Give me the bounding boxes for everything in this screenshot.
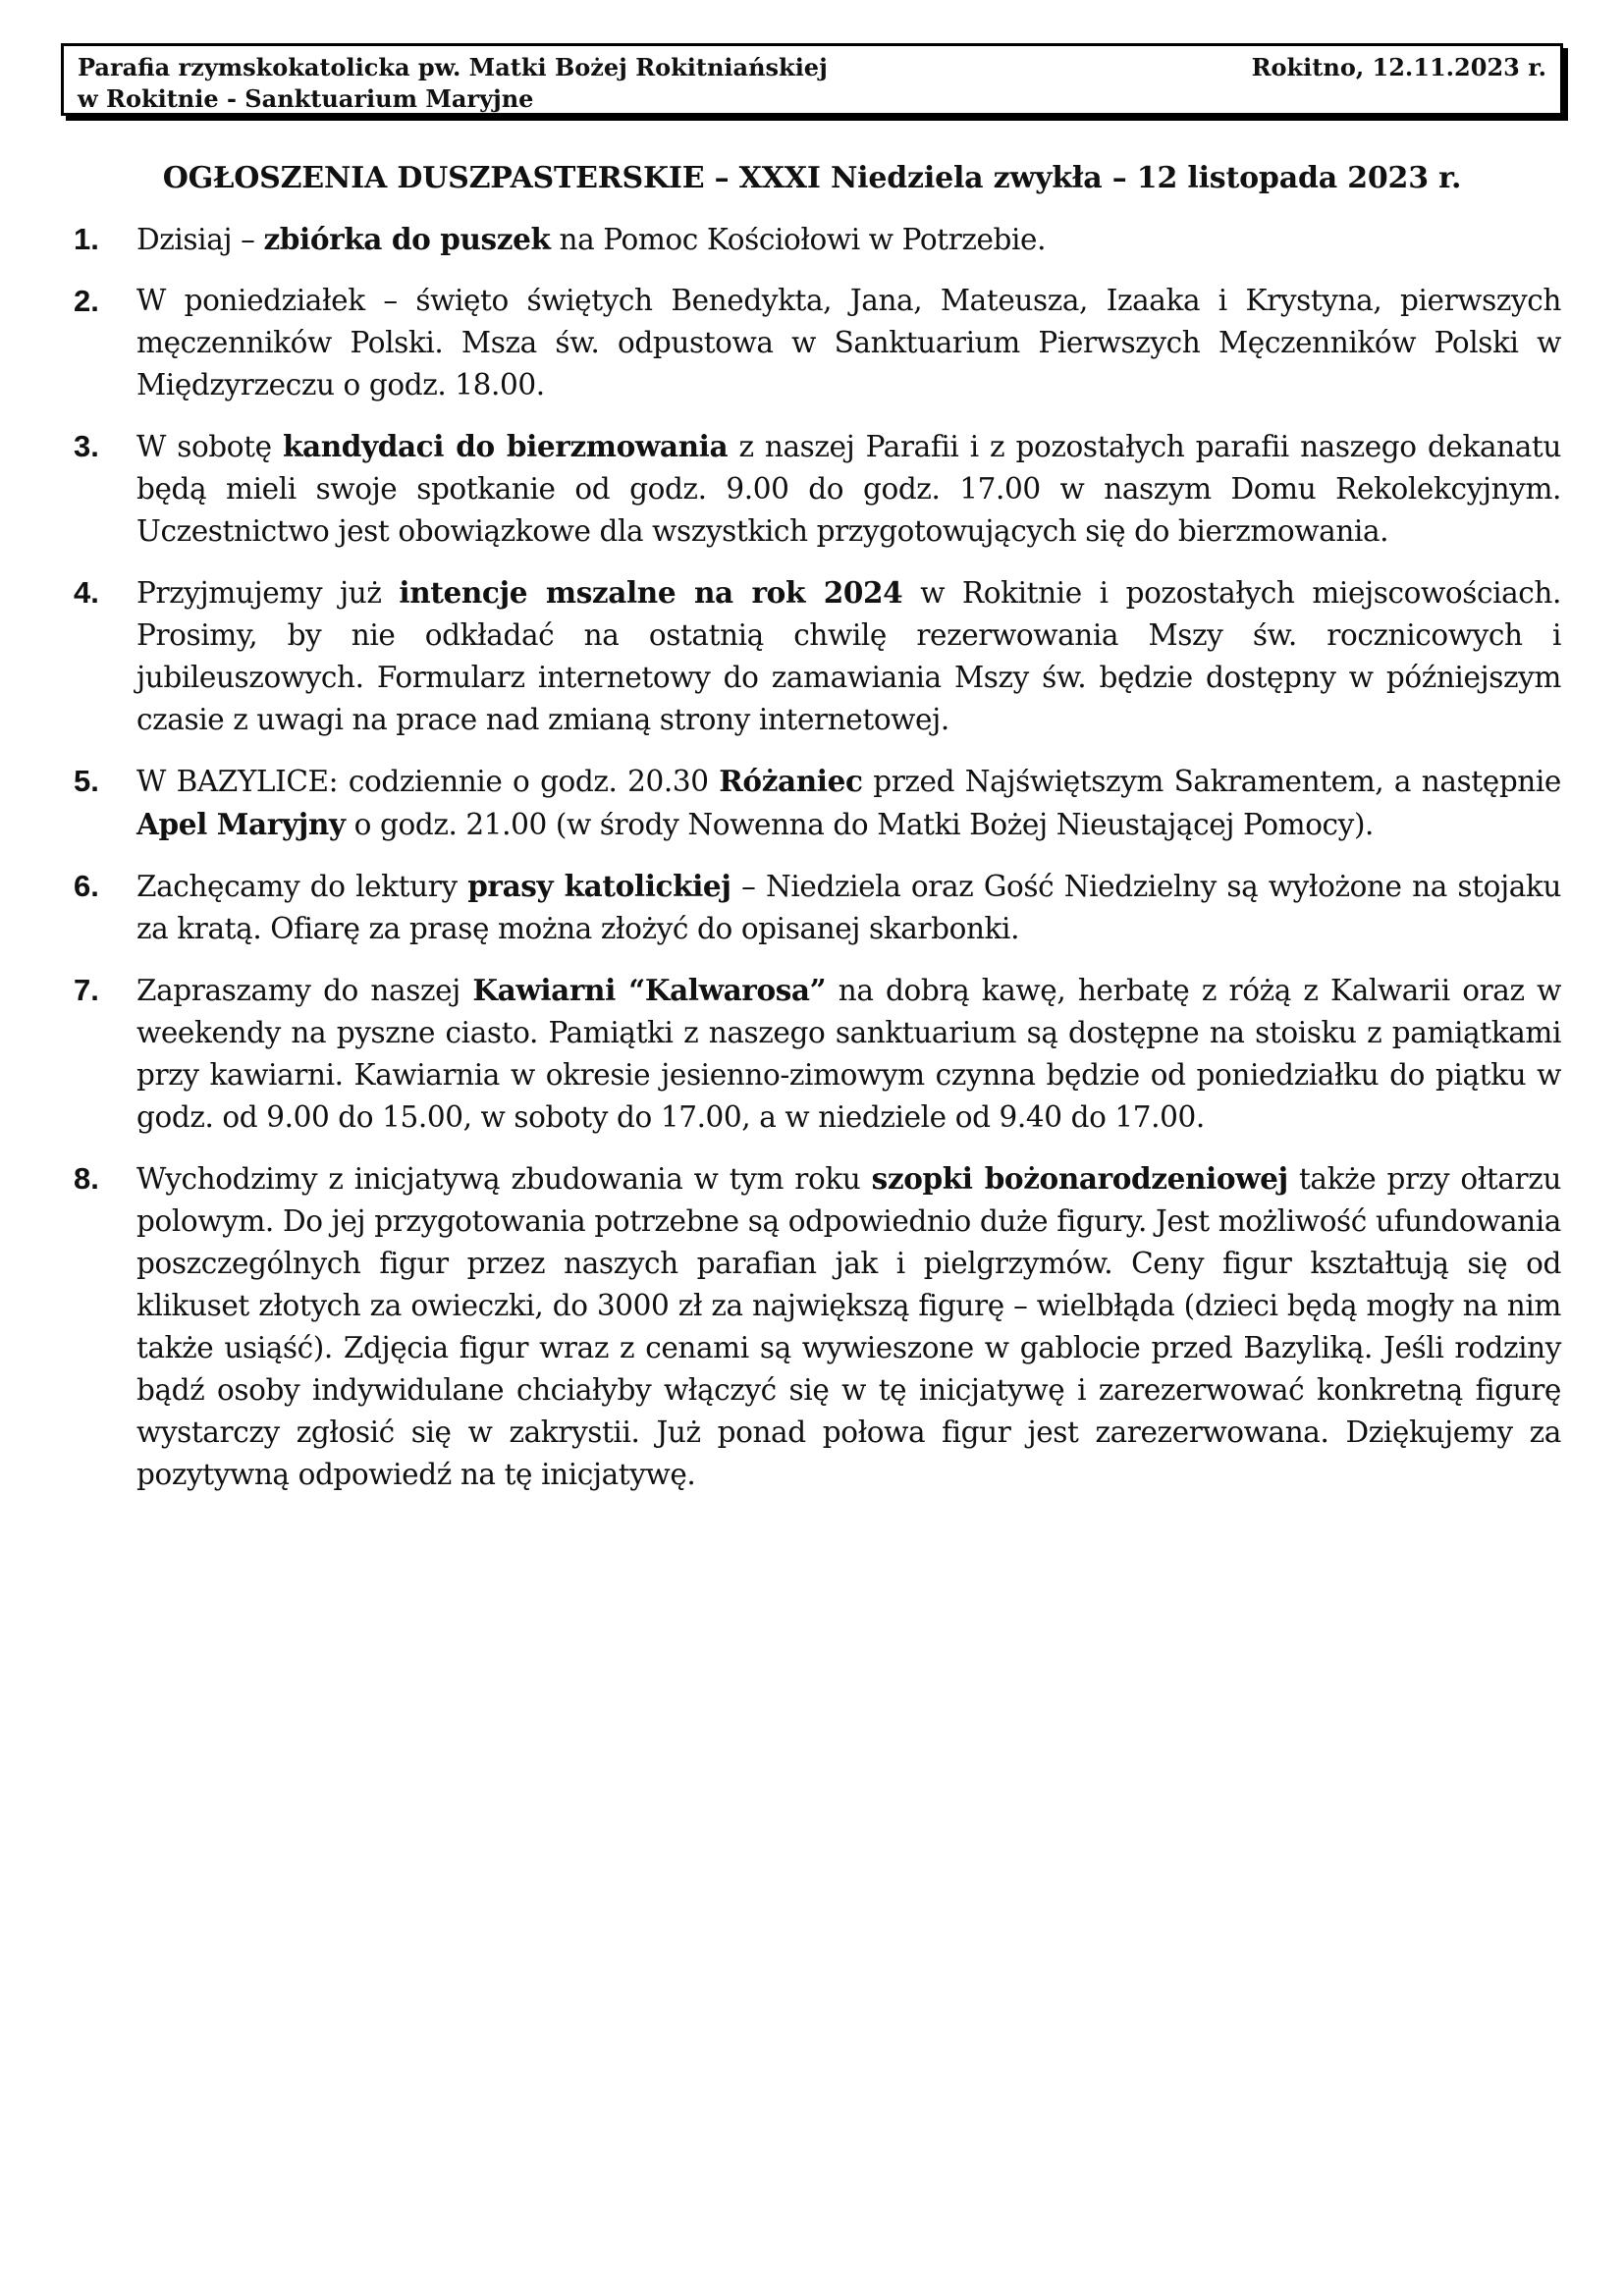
announcement-number: 8. (74, 1161, 99, 1196)
announcement-text (136, 1157, 1561, 1496)
announcement-item (74, 425, 1561, 553)
parish-name-line1: Parafia rzymskokatolicka pw. Matki Bożej Rokitniańskiej (78, 53, 828, 81)
announcement-number: 6. (74, 869, 99, 903)
announcement-number: 7. (74, 973, 99, 1007)
parish-name-line2: w Rokitnie - Sanktuarium Maryjne (78, 84, 534, 113)
document-header (61, 43, 1563, 116)
announcement-text-run: W BAZYLICE: codziennie o godz. 20.30 (136, 765, 720, 798)
announcement-item (74, 571, 1561, 741)
announcement-text-run: Dzisiaj – (136, 223, 264, 256)
announcement-item (74, 760, 1561, 846)
announcement-text-run: Wychodzimy z inicjatywą zbudowania w tym roku (136, 1162, 872, 1196)
announcement-text (136, 865, 1561, 950)
announcement-number: 1. (74, 222, 99, 256)
announcement-item (74, 865, 1561, 950)
announcement-text-run: także przy ołtarzu polowym. Do jej przygotowania potrzebne są odpowiednio duże figury. Jest możliwość ufundowania poszczególnych figur przez naszych parafian jak i pielgrzymów. Ceny figur kształtują się od klikuset złotych za owieczki, do 3000 zł za największą figurę – wielbłąda (dzieci będą mogły na nim także usiąść). Zdjęcia figur wraz z cenami są wywieszone w gablocie przed Bazyliką. Jeśli rodziny bądź osoby indywidulane chciałyby włączyć się w tę inicjatywę i zarezerwować konkretną figurę wystarczy zgłosić się w zakrystii. Już ponad połowa figur jest zarezerwowana. Dziękujemy za pozytywną odpowiedź na tę inicjatywę. (136, 1162, 1561, 1491)
announcement-text (136, 760, 1561, 846)
announcement-text-run: W poniedziałek – święto świętych Benedykta, Jana, Mateusza, Izaaka i Krystyna, pierwszych męczenników Polski. Msza św. odpustowa w Sanktuarium Pierwszych Męczenników Polski w Międzyrzeczu o godz. 18.00. (136, 284, 1561, 401)
announcement-text-run: – Niedziela oraz Gość Niedzielny są wyłożone na stojaku za kratą. Ofiarę za prasę można złożyć do opisanej skarbonki. (136, 870, 1561, 945)
announcement-text (136, 425, 1561, 553)
announcement-item (74, 280, 1561, 406)
announcement-highlight: Kawiarni “Kalwarosa” (472, 973, 827, 1007)
announcement-item (74, 969, 1561, 1139)
announcement-highlight: intencje mszalne na rok 2024 (399, 575, 903, 610)
announcement-number: 3. (74, 429, 99, 463)
place-date: Rokitno, 12.11.2023 r. (1251, 53, 1546, 81)
announcement-highlight: Różaniec (719, 764, 863, 798)
document-title: OGŁOSZENIA DUSZPASTERSKIE – XXXI Niedziela zwykła – 12 listopada 2023 r. (162, 161, 1462, 195)
announcement-number: 2. (74, 284, 99, 318)
announcement-text-run: na Pomoc Kościołowi w Potrzebie. (550, 223, 1047, 256)
announcement-text (136, 280, 1561, 406)
announcement-text (136, 571, 1561, 741)
announcement-text-run: przed Najświętszym Sakramentem, a następnie (862, 765, 1561, 798)
header-row-bottom (78, 83, 1546, 115)
announcement-text (136, 969, 1561, 1139)
announcement-text-run: na dobrą kawę, herbatę z różą z Kalwarii oraz w weekendy na pyszne ciasto. Pamiątki z naszego sanktuarium są dostępne na stoisku z pamiątkami przy kawiarni. Kawiarnia w okresie jesienno-zimowym czynna będzie od poniedziałku do piątku w godz. od 9.00 do 15.00, w soboty do 17.00, a w niedziele od 9.40 do 17.00. (136, 974, 1561, 1134)
announcement-text-run: Zapraszamy do naszej (136, 974, 473, 1007)
announcement-text-run: w Rokitnie i pozostałych miejscowościach. Prosimy, by nie odkładać na ostatnią chwilę rezerwowania Mszy św. rocznicowych i jubileuszowych. Formularz internetowy do zamawiania Mszy św. będzie dostępny w późniejszym czasie z uwagi na prace nad zmianą strony internetowej. (136, 576, 1561, 736)
announcement-text-run: W sobotę (136, 430, 283, 463)
header-row-top (78, 52, 1546, 83)
announcement-text-run: Przyjmujemy już (136, 576, 400, 610)
announcement-highlight: szopki bożonarodzeniowej (871, 1161, 1288, 1196)
announcement-item (74, 1157, 1561, 1496)
announcement-text (136, 218, 1561, 261)
announcement-highlight: zbiórka do puszek (263, 222, 551, 256)
announcement-item (74, 218, 1561, 261)
announcement-number: 4. (74, 575, 99, 610)
announcement-number: 5. (74, 764, 99, 798)
announcement-text-run: o godz. 21.00 (w środy Nowenna do Matki Bożej Nieustającej Pomocy). (345, 808, 1375, 841)
announcement-highlight: kandydaci do bierzmowania (282, 429, 729, 463)
announcement-text-run: z naszej Parafii i z pozostałych parafii naszego dekanatu będą mieli swoje spotkanie od godz. 9.00 do godz. 17.00 w naszym Domu Rekolekcyjnym. Uczestnictwo jest obowiązkowe dla wszystkich przygotowujących się do bierzmowania. (136, 430, 1561, 548)
announcement-highlight: prasy katolickiej (467, 869, 731, 903)
announcements-list (74, 218, 1561, 1515)
announcement-highlight: Apel Maryjny (136, 807, 346, 841)
announcement-text-run: Zachęcamy do lektury (136, 870, 468, 903)
